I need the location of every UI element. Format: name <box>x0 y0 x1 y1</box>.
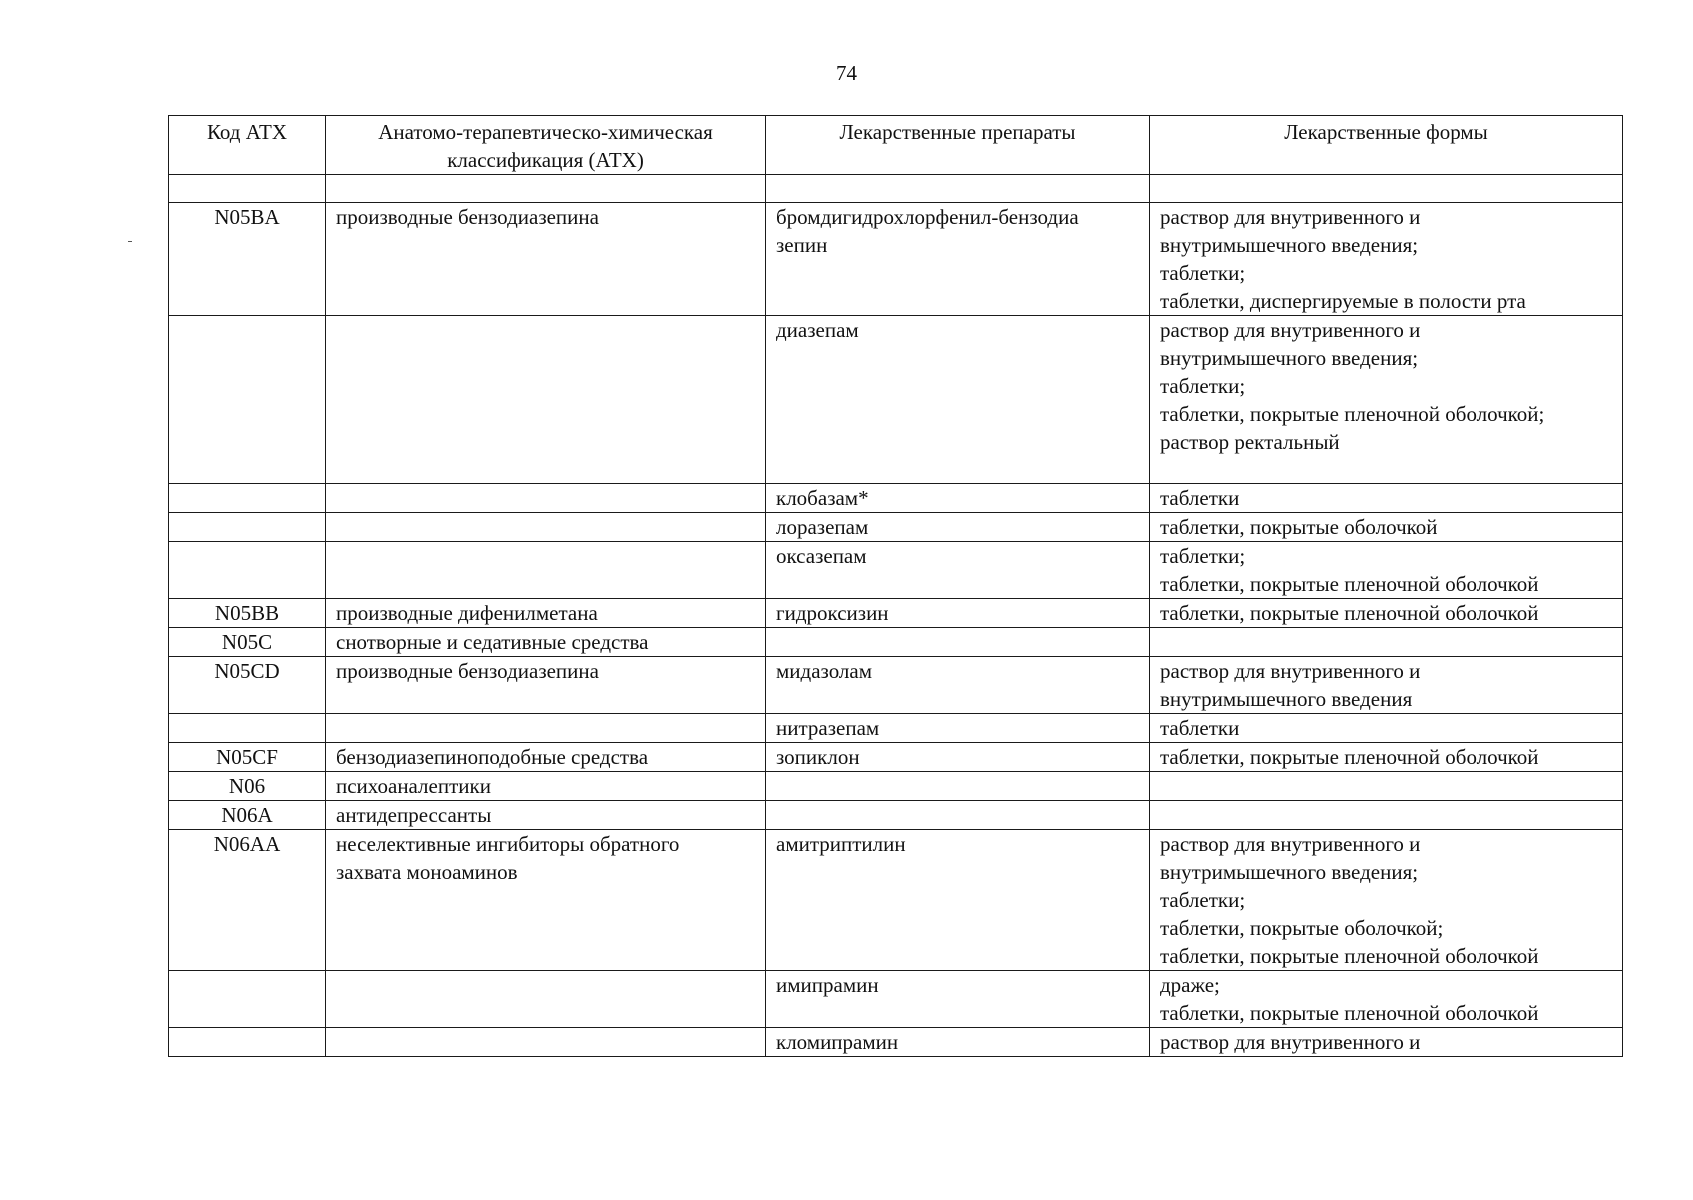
drug-cell: диазепам <box>766 316 1150 484</box>
dosage-forms-cell: драже; таблетки, покрытые пленочной оболочкой <box>1150 971 1623 1028</box>
table-row <box>169 484 1623 513</box>
table-header-row <box>169 116 1623 175</box>
drug-cell: амитриптилин <box>766 830 1150 971</box>
header-classification: Анатомо-терапевтическо-химическая классификация (АТХ) <box>326 116 766 175</box>
drug-cell: имипрамин <box>766 971 1150 1028</box>
dosage-forms-cell: таблетки <box>1150 484 1623 513</box>
dosage-forms-cell: раствор для внутривенного и <box>1150 1028 1623 1057</box>
drug-cell <box>766 772 1150 801</box>
classification-cell: производные дифенилметана <box>326 599 766 628</box>
atc-code-cell: N06AA <box>169 830 326 971</box>
classification-cell: производные бензодиазепина <box>326 657 766 714</box>
classification-cell <box>326 714 766 743</box>
dosage-forms-cell: раствор для внутривенного и внутримышечного введения; таблетки; таблетки, покрытые пленочной оболочкой; раствор ректальный <box>1150 316 1623 484</box>
atc-code-cell <box>169 714 326 743</box>
classification-cell <box>326 513 766 542</box>
drug-cell: бромдигидрохлорфенил-бензодиа зепин <box>766 203 1150 316</box>
atc-code-cell <box>169 316 326 484</box>
table-row <box>169 203 1623 316</box>
table-row <box>169 657 1623 714</box>
dosage-forms-cell: раствор для внутривенного и внутримышечного введения <box>1150 657 1623 714</box>
drug-cell <box>766 801 1150 830</box>
classification-cell <box>326 542 766 599</box>
dosage-forms-cell: таблетки, покрытые оболочкой <box>1150 513 1623 542</box>
drug-cell: кломипрамин <box>766 1028 1150 1057</box>
drug-cell: мидазолам <box>766 657 1150 714</box>
drug-cell <box>766 628 1150 657</box>
dosage-forms-cell: раствор для внутривенного и внутримышечного введения; таблетки; таблетки, диспергируемые в полости рта <box>1150 203 1623 316</box>
atc-code-cell <box>169 1028 326 1057</box>
atc-code-cell: N05BA <box>169 203 326 316</box>
atc-drug-table <box>168 115 1623 1057</box>
atc-code-cell: N05CD <box>169 657 326 714</box>
stray-mark <box>128 241 132 242</box>
table-row <box>169 513 1623 542</box>
drug-cell: зопиклон <box>766 743 1150 772</box>
dosage-forms-cell: раствор для внутривенного и внутримышечного введения; таблетки; таблетки, покрытые оболочкой; таблетки, покрытые пленочной оболочкой <box>1150 830 1623 971</box>
drug-cell: нитразепам <box>766 714 1150 743</box>
classification-cell: бензодиазепиноподобные средства <box>326 743 766 772</box>
atc-code-cell <box>169 484 326 513</box>
dosage-forms-cell: таблетки, покрытые пленочной оболочкой <box>1150 599 1623 628</box>
classification-cell: психоаналептики <box>326 772 766 801</box>
classification-cell: снотворные и седативные средства <box>326 628 766 657</box>
atc-code-cell <box>169 971 326 1028</box>
drug-cell: лоразепам <box>766 513 1150 542</box>
atc-code-cell <box>169 513 326 542</box>
drug-cell: клобазам* <box>766 484 1150 513</box>
spacer-cell <box>169 175 326 203</box>
table-row <box>169 714 1623 743</box>
classification-cell: антидепрессанты <box>326 801 766 830</box>
spacer-cell <box>326 175 766 203</box>
atc-code-cell: N06A <box>169 801 326 830</box>
dosage-forms-cell: таблетки, покрытые пленочной оболочкой <box>1150 743 1623 772</box>
header-drugs: Лекарственные препараты <box>766 116 1150 175</box>
drug-cell: оксазепам <box>766 542 1150 599</box>
header-forms: Лекарственные формы <box>1150 116 1623 175</box>
table-row <box>169 830 1623 971</box>
atc-code-cell: N05CF <box>169 743 326 772</box>
table-spacer-row <box>169 175 1623 203</box>
table-row <box>169 628 1623 657</box>
classification-cell <box>326 316 766 484</box>
classification-cell: неселективные ингибиторы обратного захвата моноаминов <box>326 830 766 971</box>
dosage-forms-cell <box>1150 801 1623 830</box>
spacer-cell <box>1150 175 1623 203</box>
atc-code-cell <box>169 542 326 599</box>
classification-cell <box>326 971 766 1028</box>
dosage-forms-cell: таблетки <box>1150 714 1623 743</box>
classification-cell <box>326 1028 766 1057</box>
atc-code-cell: N05C <box>169 628 326 657</box>
table-row <box>169 801 1623 830</box>
classification-cell <box>326 484 766 513</box>
classification-cell: производные бензодиазепина <box>326 203 766 316</box>
dosage-forms-cell <box>1150 772 1623 801</box>
table-row <box>169 743 1623 772</box>
table-row <box>169 971 1623 1028</box>
spacer-cell <box>766 175 1150 203</box>
table-row <box>169 772 1623 801</box>
dosage-forms-cell: таблетки; таблетки, покрытые пленочной оболочкой <box>1150 542 1623 599</box>
drug-cell: гидроксизин <box>766 599 1150 628</box>
table-row <box>169 599 1623 628</box>
atc-code-cell: N06 <box>169 772 326 801</box>
page-number: 74 <box>836 61 857 85</box>
table-row <box>169 1028 1623 1057</box>
dosage-forms-cell <box>1150 628 1623 657</box>
table-row <box>169 542 1623 599</box>
atc-code-cell: N05BB <box>169 599 326 628</box>
header-code: Код АТХ <box>169 116 326 175</box>
table-row <box>169 316 1623 484</box>
